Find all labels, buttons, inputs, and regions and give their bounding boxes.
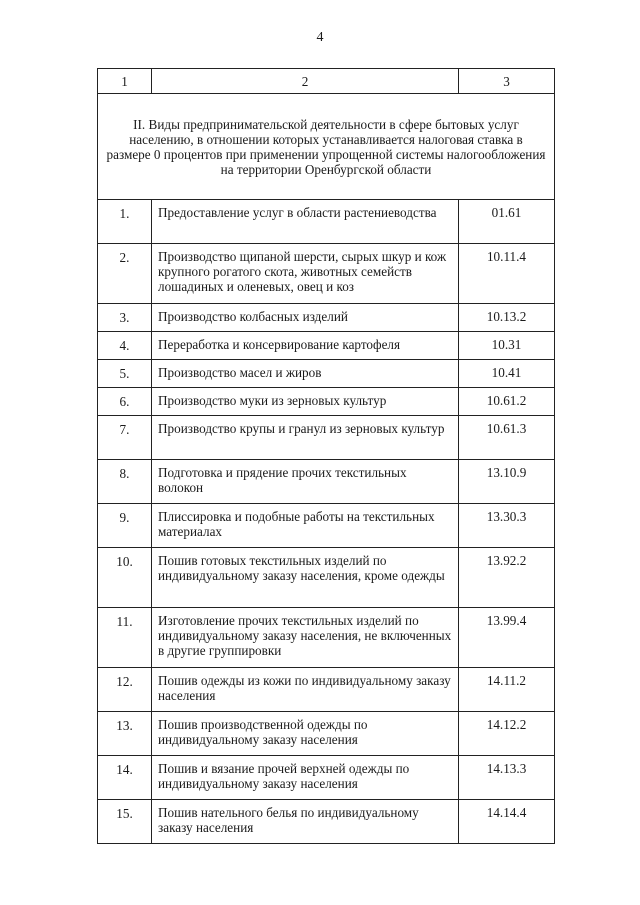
- services-table: [97, 68, 555, 844]
- row-number: 9.: [98, 504, 152, 548]
- column-header-1: 1: [98, 69, 152, 94]
- row-number: 13.: [98, 712, 152, 756]
- row-number: 7.: [98, 416, 152, 460]
- row-number: 8.: [98, 460, 152, 504]
- column-header-3: 3: [459, 69, 555, 94]
- table-row: [98, 608, 555, 668]
- row-number: 1.: [98, 200, 152, 244]
- activity-name: Пошив одежды из кожи по индивидуальному заказу населения: [152, 668, 459, 712]
- table-header-row: [98, 69, 555, 94]
- activity-name: Пошив и вязание прочей верхней одежды по индивидуальному заказу населения: [152, 756, 459, 800]
- activity-name: Производство крупы и гранул из зерновых культур: [152, 416, 459, 460]
- activity-name: Изготовление прочих текстильных изделий по индивидуальному заказу населения, не включенных в другие группировки: [152, 608, 459, 668]
- okved-code: 01.61: [459, 200, 555, 244]
- activity-name: Производство колбасных изделий: [152, 304, 459, 332]
- table-row: [98, 360, 555, 388]
- okved-code: 14.11.2: [459, 668, 555, 712]
- activity-name: Плиссировка и подобные работы на текстильных материалах: [152, 504, 459, 548]
- section-title-row: [98, 94, 555, 200]
- okved-code: 10.31: [459, 332, 555, 360]
- row-number: 5.: [98, 360, 152, 388]
- okved-code: 14.12.2: [459, 712, 555, 756]
- table-row: [98, 388, 555, 416]
- okved-code: 13.10.9: [459, 460, 555, 504]
- okved-code: 10.61.3: [459, 416, 555, 460]
- okved-code: 13.30.3: [459, 504, 555, 548]
- activity-name: Пошив производственной одежды по индивидуальному заказу населения: [152, 712, 459, 756]
- activity-name: Пошив нательного белья по индивидуальному заказу населения: [152, 800, 459, 844]
- table-row: [98, 416, 555, 460]
- table-row: [98, 668, 555, 712]
- okved-code: 10.13.2: [459, 304, 555, 332]
- row-number: 14.: [98, 756, 152, 800]
- section-title: II. Виды предпринимательской деятельности в сфере бытовых услуг населению, в отношении которых устанавливается налоговая ставка в размере 0 процентов при применении упрощенной системы налогообложения на территории Оренбургской области: [98, 94, 555, 200]
- okved-code: 10.61.2: [459, 388, 555, 416]
- row-number: 11.: [98, 608, 152, 668]
- row-number: 4.: [98, 332, 152, 360]
- table-row: [98, 756, 555, 800]
- row-number: 2.: [98, 244, 152, 304]
- table-row: [98, 244, 555, 304]
- okved-code: 13.99.4: [459, 608, 555, 668]
- table-row: [98, 504, 555, 548]
- activity-name: Производство муки из зерновых культур: [152, 388, 459, 416]
- table-row: [98, 800, 555, 844]
- okved-code: 14.13.3: [459, 756, 555, 800]
- okved-code: 10.41: [459, 360, 555, 388]
- activity-name: Предоставление услуг в области растениеводства: [152, 200, 459, 244]
- activity-name: Переработка и консервирование картофеля: [152, 332, 459, 360]
- activity-name: Производство масел и жиров: [152, 360, 459, 388]
- row-number: 6.: [98, 388, 152, 416]
- table-row: [98, 712, 555, 756]
- page-number: 4: [316, 30, 324, 45]
- row-number: 10.: [98, 548, 152, 608]
- row-number: 12.: [98, 668, 152, 712]
- table-row: [98, 304, 555, 332]
- table-row: [98, 548, 555, 608]
- column-header-2: 2: [152, 69, 459, 94]
- okved-code: 14.14.4: [459, 800, 555, 844]
- activity-name: Пошив готовых текстильных изделий по индивидуальному заказу населения, кроме одежды: [152, 548, 459, 608]
- row-number: 15.: [98, 800, 152, 844]
- activity-name: Подготовка и прядение прочих текстильных волокон: [152, 460, 459, 504]
- table-row: [98, 460, 555, 504]
- row-number: 3.: [98, 304, 152, 332]
- table-row: [98, 332, 555, 360]
- activity-name: Производство щипаной шерсти, сырых шкур и кож крупного рогатого скота, животных семейств лошадиных и оленевых, овец и коз: [152, 244, 459, 304]
- okved-code: 10.11.4: [459, 244, 555, 304]
- table-row: [98, 200, 555, 244]
- okved-code: 13.92.2: [459, 548, 555, 608]
